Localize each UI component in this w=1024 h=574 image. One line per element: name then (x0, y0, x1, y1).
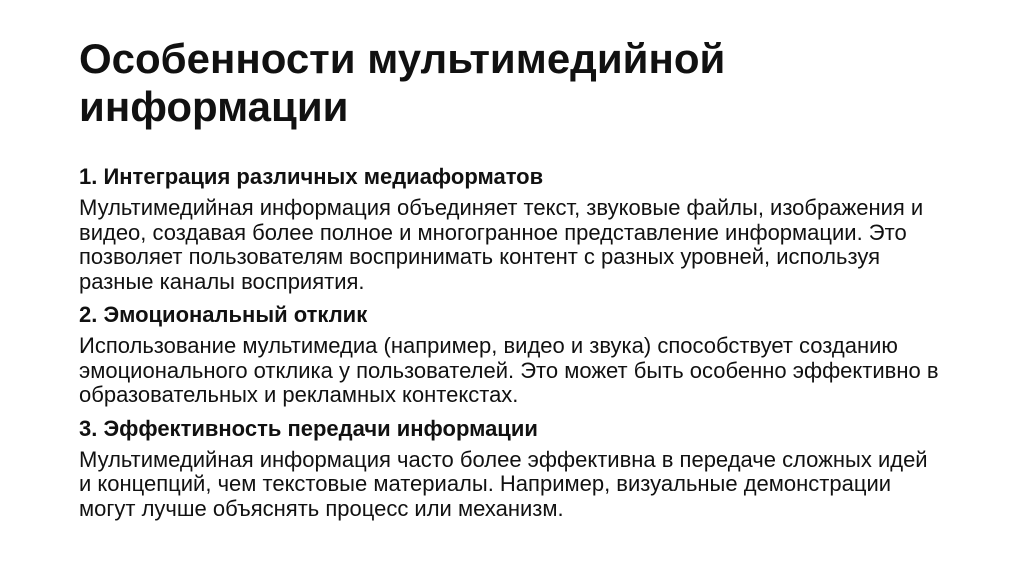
slide-title: Особенности мультимедийной информации (79, 35, 726, 130)
section-integration (79, 164, 939, 294)
section-body: Использование мультимедиа (например, видео и звука) способствует созданию эмоционального отклика у пользователей. Это может быть особенно эффективно в образовательных и рекламных контекстах. (79, 333, 939, 407)
section-body: Мультимедийная информация объединяет текст, звуковые файлы, изображения и видео, создавая более полное и многогранное представление информации. Это позволяет пользователям воспринимать контент с разных уровней, используя разные каналы восприятия. (79, 195, 924, 294)
section-effectiveness (79, 416, 939, 522)
section-heading: 1. Интеграция различных медиаформатов (79, 164, 544, 189)
slide-content (79, 164, 939, 529)
section-heading: 3. Эффективность передачи информации (79, 415, 538, 441)
section-emotional-response (79, 302, 939, 408)
section-body: Мультимедийная информация часто более эффективна в передаче сложных идей и концепций, чем текстовые материалы. Например, визуальные демонстрации могут лучше объяснять процесс или механизм. (79, 446, 928, 521)
section-heading: 2. Эмоциональный отклик (79, 302, 368, 327)
